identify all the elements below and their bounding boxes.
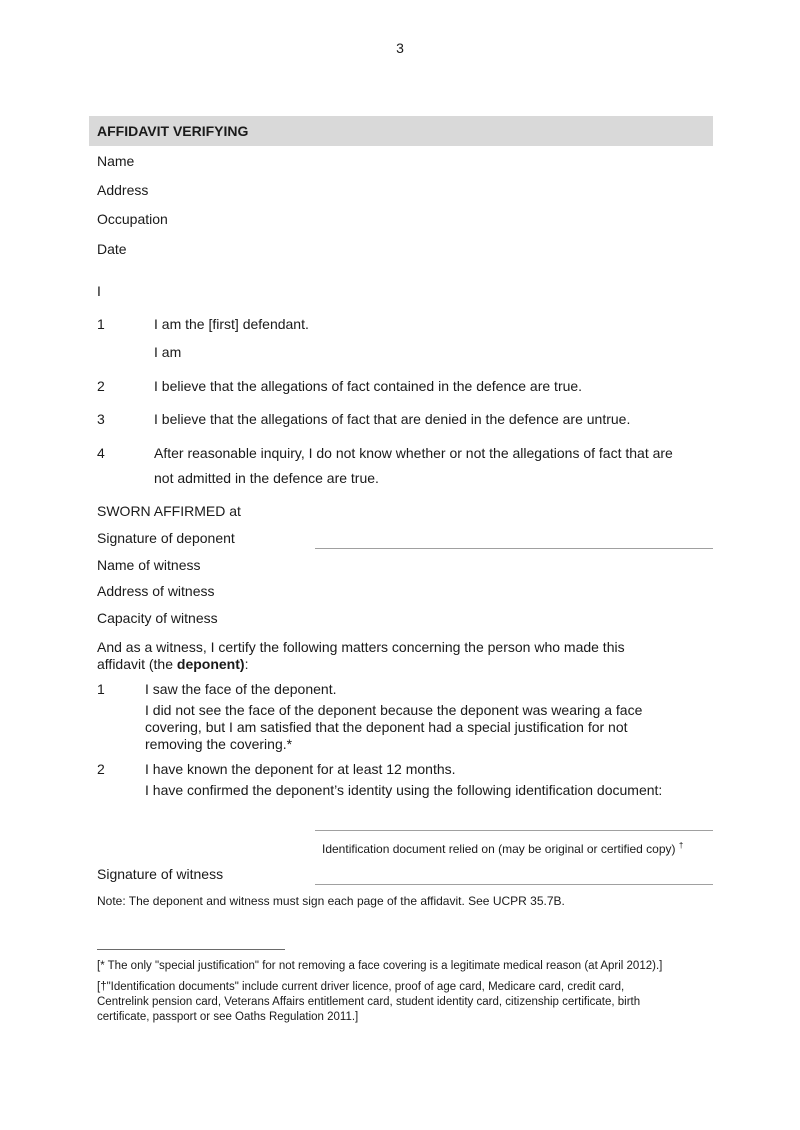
paragraph-text: I believe that the allegations of fact contained in the defence are true.: [154, 378, 583, 394]
paragraph-number: 4: [97, 445, 105, 461]
signature-witness-line: [315, 884, 713, 885]
footnote-divider: [97, 949, 285, 950]
certify-item-number: 1: [97, 681, 105, 697]
certify-item-text: covering, but I am satisfied that the deponent had a special justification for not: [145, 719, 628, 735]
paragraph-text-line: After reasonable inquiry, I do not know whether or not the allegations of fact that are: [154, 445, 673, 461]
footnote-id-documents-line: [†"Identification documents" include current driver licence, proof of age card, Medicare card, credit card,: [97, 981, 625, 993]
footnote-id-documents-line: Centrelink pension card, Veterans Affairs entitlement card, student identity card, citizenship certificate, birth: [97, 996, 641, 1008]
address-witness-label: Address of witness: [97, 583, 215, 599]
paragraph-subtext: I am: [154, 344, 182, 360]
signature-deponent-line: [315, 548, 713, 549]
certify-intro-line: affidavit (the deponent):: [97, 656, 249, 672]
date-label: Date: [97, 241, 127, 257]
certify-item-number: 2: [97, 761, 105, 777]
paragraph-text: I believe that the allegations of fact that are denied in the defence are untrue.: [154, 411, 631, 427]
name-witness-label: Name of witness: [97, 557, 201, 573]
occupation-label: Occupation: [97, 211, 168, 227]
certify-item-text: I saw the face of the deponent.: [145, 681, 337, 697]
paragraph-text: I am the [first] defendant.: [154, 316, 309, 332]
footnote-face-covering: [* The only "special justification" for not removing a face covering is a legitimate medical reason (at April 2012).]: [97, 960, 663, 972]
intro-text: I: [97, 283, 101, 299]
sworn-affirmed-label: SWORN AFFIRMED at: [97, 503, 241, 519]
certify-item-text: I did not see the face of the deponent because the deponent was wearing a face: [145, 702, 643, 718]
name-label: Name: [97, 153, 135, 169]
paragraph-number: 2: [97, 378, 105, 394]
note-text: Note: The deponent and witness must sign each page of the affidavit. See UCPR 35.7B.: [97, 894, 565, 908]
address-label: Address: [97, 182, 149, 198]
certify-intro-line: And as a witness, I certify the following matters concerning the person who made this: [97, 639, 625, 655]
footnote-id-documents-line: certificate, passport or see Oaths Regulation 2011.]: [97, 1011, 359, 1023]
paragraph-number: 3: [97, 411, 105, 427]
paragraph-number: 1: [97, 316, 105, 332]
signature-witness-label: Signature of witness: [97, 866, 224, 882]
id-document-label: Identification document relied on (may be original or certified copy) †: [322, 841, 684, 856]
capacity-witness-label: Capacity of witness: [97, 610, 218, 626]
signature-deponent-label: Signature of deponent: [97, 530, 235, 546]
certify-item-text: I have confirmed the deponent’s identity using the following identification document:: [145, 782, 663, 798]
section-heading: AFFIDAVIT VERIFYING: [89, 116, 713, 146]
paragraph-text-line: not admitted in the defence are true.: [154, 470, 379, 486]
certify-item-text: removing the covering.*: [145, 736, 293, 752]
page-number: 3: [396, 40, 404, 56]
certify-item-text: I have known the deponent for at least 12 months.: [145, 761, 456, 777]
id-document-line: [315, 830, 713, 831]
